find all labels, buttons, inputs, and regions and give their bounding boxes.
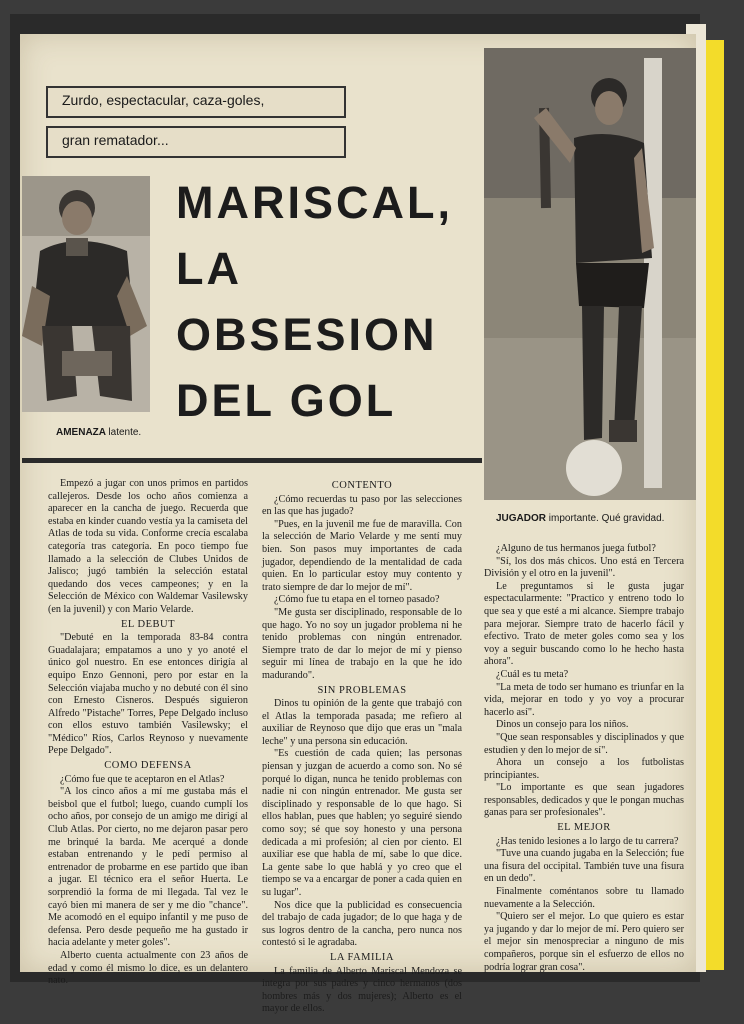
- paragraph: ¿Cómo recuerdas tu paso por las selecciones en las que has jugado?: [262, 493, 462, 518]
- paragraph: "Tuve una cuando jugaba en la Selección; fue una fisura del occipital. También tuve una fisura en un dedo".: [484, 848, 684, 885]
- headline-line: OBSESION: [176, 309, 438, 360]
- paragraph: "Me gusta ser disciplinado, responsable de lo que hago. Yo no soy un jugador problema ni he tenido problemas con ningún entrenador. Siempre trato de dar lo mejor de mí y pienso seguir mi línea de trabajo en la que he ido madurando".: [262, 606, 462, 681]
- caption-left: [56, 427, 141, 438]
- caption-right-bold: JUGADOR: [496, 513, 547, 524]
- headline-line: DEL GOL: [176, 375, 397, 426]
- article-column-1: [48, 478, 248, 988]
- paragraph: "Quiero ser el mejor. Lo que quiero es estar ya jugando y dar lo mejor de mí. Pero quiero ser el mejor sin menospreciar a ninguno de mis compañeros, porque sin el esfuerzo de ellos no podría lograr gran cosa".: [484, 911, 684, 973]
- section-heading: EL DEBUT: [120, 618, 176, 630]
- article-column-3: [484, 543, 684, 974]
- section-heading: LA FAMILIA: [329, 951, 394, 963]
- player-photo-crouching: [22, 176, 150, 412]
- caption-right-rest: importante. Qué gravidad.: [548, 513, 665, 524]
- paragraph: Le preguntamos si le gusta jugar espectacularmente: "Practico y entreno todo lo que sea y que esté a mi alcance. Siempre trabajo para mejorar. Siempre trato de hacerlo fácil y efectivo. Trato de meter goles como sea y los voy a seguir buscando como lo he hecho hasta ahora".: [484, 580, 684, 668]
- section-heading: CONTENTO: [331, 480, 393, 491]
- section-heading: EL MEJOR: [557, 822, 611, 834]
- paragraph: Finalmente coméntanos sobre tu llamado nuevamente a la Selección.: [484, 886, 684, 910]
- caption-right: [496, 513, 664, 524]
- divider-rule: [22, 458, 482, 463]
- paragraph: Dinos un consejo para los niños.: [496, 719, 629, 731]
- headline: [176, 170, 453, 434]
- paragraph: Empezó a jugar con unos primos en partidos callejeros. Desde los ocho años comienza a aparecer en la cancha de juego. Recuerda que estaba en kinder cuando vestía ya la camiseta del Atlas de toda su vida. Conforme crecía escalaba categoría tras categoría. En poco tiempo fue llamado a la selección de Clubes Unidos de Jalisco; jugó también la selección estatal quedando dos veces campeones; y en la Selección de México con Waldemar Vasilewsky (en la juvenil) y con Mario Velarde.: [48, 478, 248, 615]
- paragraph: "Es cuestión de cada quien; las personas piensan y juzgan de acuerdo a como son. No sé porqué lo digan, nunca he tenido problemas con nadie ni con ningún entrenador. Me gusta ser disciplinado y responsable de lo que hago. Si ellos hablan, pues que hablen; yo seguiré siendo como soy; sé que soy honesto y una persona dedicada a mi profesión; al cien por ciento. El auxiliar ese que habla de mí, sabe lo que dice. La gente sabe lo que hablá y yo creo que el tiempo se va a encargar de poner a cada quien en su lugar".: [262, 748, 462, 898]
- paragraph: ¿Cómo fue que te aceptaron en el Atlas?: [60, 773, 225, 785]
- tagline-line-2: gran rematador...: [46, 126, 346, 158]
- paragraph: "Lo importante es que sean jugadores responsables, dedicados y que le pongan muchas ganas para ser profesionales".: [484, 782, 684, 819]
- section-heading: COMO DEFENSA: [104, 760, 192, 772]
- paragraph: Nos dice que la publicidad es consecuencia del trabajo de cada jugador; de lo que haga y de sus logros dentro de la cancha, pero nunca nos contestó si le agradaba.: [262, 899, 462, 949]
- player-photo-standing: [484, 48, 696, 500]
- paragraph: Dinos tu opinión de la gente que trabajó con el Atlas la temporada pasada; me refiero al auxiliar de Reynoso que dijo que eras un "mala leche" y una persona sin educación.: [262, 698, 462, 747]
- paragraph: ¿Has tenido lesiones a lo largo de tu carrera?: [496, 835, 679, 847]
- paragraph: Alberto cuenta actualmente con 23 años de edad y como él mismo lo dice, es un delantero nato.: [48, 949, 248, 987]
- paragraph: ¿Cuál es tu meta?: [496, 668, 569, 680]
- paragraph: "Que sean responsables y disciplinados y que estudien y den lo mejor de sí".: [484, 731, 684, 756]
- paragraph: La familia de Alberto Mariscal Mendoza se integra por sus padres y cinco hermanos (dos hombres más y dos mujeres); Alberto es el mayor de ellos.: [262, 965, 462, 1015]
- paragraph: "La meta de todo ser humano es triunfar en la vida, mejorar en todo y yo voy a procurar hacerlo así".: [484, 681, 684, 718]
- player-photo-crouching-image: [22, 176, 150, 412]
- paragraph: ¿Alguno de tus hermanos juega futbol?: [496, 543, 656, 554]
- paragraph: ¿Cómo fue tu etapa en el torneo pasado?: [274, 594, 440, 606]
- paragraph: "Debuté en la temporada 83-84 contra Guadalajara; empatamos a uno y yo anoté el único gol nuestro. En ese entonces dirigía al equipo Enzo Gennoni, pero por estar en la Selección viajaba mucho y no debuté con él sino con Ernesto Cisneros. Después siguieron Alfredo "Pistache" Torres, Pepe Delgado incluso con ellos estuvo también Vasilewsky; el "Médico" Ríos, Carlos Reynoso y nuevamente Pepe Delgado".: [48, 632, 248, 757]
- tagline-line-1: Zurdo, espectacular, caza-goles,: [46, 86, 346, 118]
- headline-line: LA: [176, 243, 242, 294]
- paragraph: Ahora un consejo a los futbolistas principiantes.: [484, 757, 684, 781]
- caption-left-rest: latente.: [108, 427, 142, 438]
- paragraph: "Pues, en la juvenil me fue de maravilla. Con la selección de Mario Velarde y me sentí muy bien. Son pasos muy importantes de cada jugador, dependiendo de la mentalidad de cada quien. En lo particular estoy muy contento y trato siempre de dar lo mejor de mí".: [262, 518, 462, 593]
- player-photo-standing-image: [484, 48, 696, 500]
- headline-line: MARISCAL,: [176, 177, 453, 228]
- article-column-2: [262, 478, 462, 1016]
- paragraph: "Sí, los dos más chicos. Uno está en Tercera División y el otro en la juvenil".: [484, 555, 684, 580]
- section-heading: SIN PROBLEMAS: [317, 684, 407, 696]
- paragraph: "A los cinco años a mí me gustaba más el beisbol que el futbol; luego, cuando cumplí los ocho años, por consejo de un amigo me dirigí al Club Atlas. Por cierto, no me dejaron pasar pero me brinqué la barda. Me acerqué a donde estaban entrenando y le pedí permiso al entrenador de probarme en ese partido que iban a jugar. El técnico era el señor Huerta. Le sorprendió la forma de mi llegada. Tal vez le cayó bien mi manera de ser y me dio "chance". Me acomodó en el equipo infantil y me puso de defensa. Pero desde pequeño me ha gustado ir hacia adelante y meter goles".: [48, 786, 248, 949]
- caption-left-bold: AMENAZA: [56, 427, 106, 438]
